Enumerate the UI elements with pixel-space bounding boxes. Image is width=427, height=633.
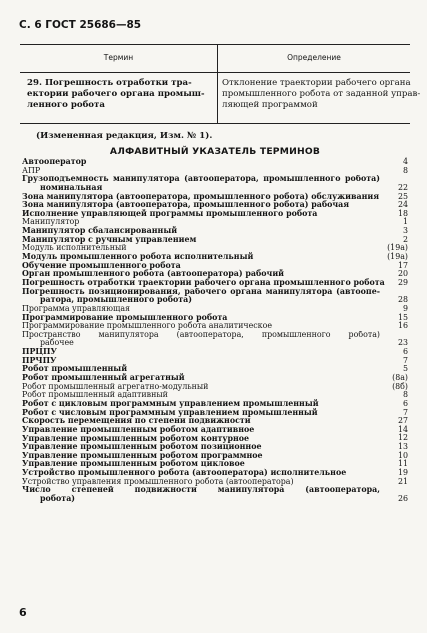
index-entry-page: 14 — [397, 424, 408, 434]
index-entry-page: 6 — [402, 347, 408, 357]
index-entry-term: Исполнение управляющей программы промышленного робота — [22, 208, 318, 218]
index-entry-page: 4 — [402, 156, 408, 166]
index-entry-term: Управление промышленным роботом адаптивное — [22, 424, 255, 434]
index-entry-term: Робот с числовым программным управлением промышленный — [22, 407, 318, 417]
index-entry — [22, 486, 408, 503]
index-entry-term: Робот промышленный агрегатный — [22, 373, 185, 383]
index-entry-term: Программа управляющая — [22, 303, 131, 313]
index-entry-term: Грузоподъемность манипулятора (автооператора, промышленного робота) — [22, 175, 380, 184]
index-entry-page: 17 — [397, 260, 408, 270]
index-entry-term: Управление промышленным роботом позиционное — [22, 442, 262, 452]
index-entry-page: 28 — [397, 295, 408, 305]
index-entry-term: Робот промышленный адаптивный — [22, 390, 168, 400]
index-entry — [22, 331, 408, 348]
table-definition-line: Отклонение траектории рабочего органа — [222, 78, 411, 88]
index-entry-page: 2 — [402, 234, 408, 244]
index-entry — [22, 175, 408, 192]
index-entry-term: Модуль исполнительный — [22, 243, 127, 253]
index-entry-term: Зона манипулятора (автооператора, промышленного робота) рабочая — [22, 200, 350, 210]
index-entry-page: (8а) — [392, 373, 408, 382]
index-entry-page: 8 — [402, 390, 408, 400]
index-entry-page: 22 — [397, 182, 408, 192]
index-entry-term: робота) — [40, 493, 76, 503]
index-entry-term: Орган промышленного робота (автооператора) рабочий — [22, 269, 285, 279]
index-entry-term: Робот промышленный — [22, 364, 128, 374]
index-entry — [22, 288, 408, 305]
index-entry-page: (19а) — [387, 252, 408, 262]
index-entry-page: 29 — [397, 277, 408, 287]
table-header-definition: Определение — [287, 53, 341, 62]
index-entry-page: 7 — [402, 407, 408, 417]
index-entry-page: 26 — [397, 493, 408, 503]
index-entry-page: 20 — [397, 269, 408, 279]
index-entry-page: 5 — [402, 364, 408, 374]
table-definition-cell — [222, 78, 421, 110]
index-entry-page: 25 — [397, 191, 408, 201]
table-term-line: ектории рабочего органа промыш- — [27, 88, 205, 99]
index-entry-term: ПРЦПУ — [22, 347, 57, 357]
index-entry-term: Робот промышленный агрегатно-модульный — [22, 381, 209, 391]
table-header-divider — [20, 72, 410, 73]
index-entry-page: 7 — [402, 355, 408, 365]
index-entry-term: Манипулятор сбалансированный — [22, 226, 178, 236]
edition-note: (Измененная редакция, Изм. № 1). — [36, 131, 213, 141]
index-entry-term: Модуль промышленного робота исполнительный — [22, 252, 254, 262]
index-entry-page: 11 — [397, 459, 408, 469]
index-entry — [22, 210, 408, 219]
index-entry-page: 8 — [402, 165, 408, 175]
index-entry-page: 1 — [402, 217, 408, 227]
index-entry — [22, 478, 408, 487]
table-definition-line: промышленного робота от заданной управ- — [222, 88, 421, 99]
index-entry-page: 6 — [402, 398, 408, 408]
table-header-term: Термин — [103, 53, 134, 62]
index-entry-term: Обучение промышленного робота — [22, 260, 181, 270]
index-entry-term: Управление промышленным роботом контурное — [22, 433, 250, 443]
index-entry — [22, 158, 408, 167]
index-entry-term: ПРЧПУ — [22, 355, 57, 365]
index-entry — [22, 322, 408, 331]
term-index-list — [22, 158, 408, 504]
index-entry-page: (19а) — [387, 243, 408, 253]
index-entry-term: Манипулятор — [22, 217, 80, 227]
index-entry-term: Управление промышленным роботом программное — [22, 450, 263, 460]
index-entry-term: Программирование промышленного робота — [22, 312, 228, 322]
table-term-line: ленного робота — [27, 99, 105, 110]
index-entry — [22, 279, 408, 288]
index-entry-term: Скорость перемещения по степени подвижности — [22, 416, 251, 426]
index-entry-page: 19 — [397, 468, 408, 478]
index-entry-page: 16 — [397, 321, 408, 331]
terms-table — [20, 44, 421, 124]
index-entry-term: Зона манипулятора (автооператора, промышленного робота) обслуживания — [22, 191, 380, 201]
index-entry — [22, 167, 408, 176]
index-entry-term: Манипулятор с ручным управлением — [22, 234, 197, 244]
index-entry-term: Робот с цикловым программным управлением промышленный — [22, 398, 319, 408]
table-definition-line: ляющей программой — [222, 99, 318, 110]
table-term-cell — [27, 78, 213, 110]
index-entry — [22, 348, 408, 357]
index-entry-term: Программирование промышленного робота аналитическое — [22, 321, 273, 331]
index-entry-page: (8б) — [392, 381, 408, 391]
index-entry-page: 9 — [402, 303, 408, 313]
index-entry-term: Погрешность позиционирования, рабочего органа манипулятора (автоопе- — [22, 287, 380, 296]
index-entry-page: 18 — [397, 208, 408, 218]
index-entry-term: АПР — [22, 165, 41, 175]
index-entry-term: Пространство манипулятора (автооператора, промышленного робота) — [22, 330, 380, 339]
index-entry-term: Управление промышленным роботом цикловое — [22, 459, 245, 469]
index-entry-page: 23 — [397, 338, 408, 348]
index-entry-term: Число степеней подвижности манипулятора (автооператора, — [22, 486, 380, 495]
index-entry-page: 13 — [397, 442, 408, 452]
page-header: С. 6 ГОСТ 25686—85 — [19, 19, 142, 31]
page-number: 6 — [19, 606, 27, 619]
index-entry-term: Погрешность отработки траектории рабочего органа промышленного робота — [22, 277, 385, 287]
index-entry-term: рабочее — [40, 338, 74, 348]
index-entry-page: 24 — [397, 200, 408, 210]
index-entry-term: Устройство промышленного робота (автооператора) исполнительное — [22, 468, 347, 478]
index-entry-page: 27 — [397, 416, 408, 426]
table-term-line: 29. Погрешность отработки тра- — [27, 78, 192, 88]
index-entry-term: Устройство управления промышленного робота (автооператора) — [22, 476, 294, 486]
index-entry-term: ратора, промышленного робота) — [40, 295, 192, 305]
index-entry-page: 21 — [397, 476, 408, 486]
index-entry-page: 12 — [397, 433, 408, 443]
index-entry-page: 10 — [397, 450, 408, 460]
index-entry-term: Автооператор — [22, 157, 87, 166]
index-title: АЛФАВИТНЫЙ УКАЗАТЕЛЬ ТЕРМИНОВ — [109, 146, 321, 157]
index-entry-page: 15 — [397, 312, 408, 322]
index-entry-page: 3 — [402, 226, 408, 236]
index-entry-term: номинальная — [40, 182, 103, 192]
